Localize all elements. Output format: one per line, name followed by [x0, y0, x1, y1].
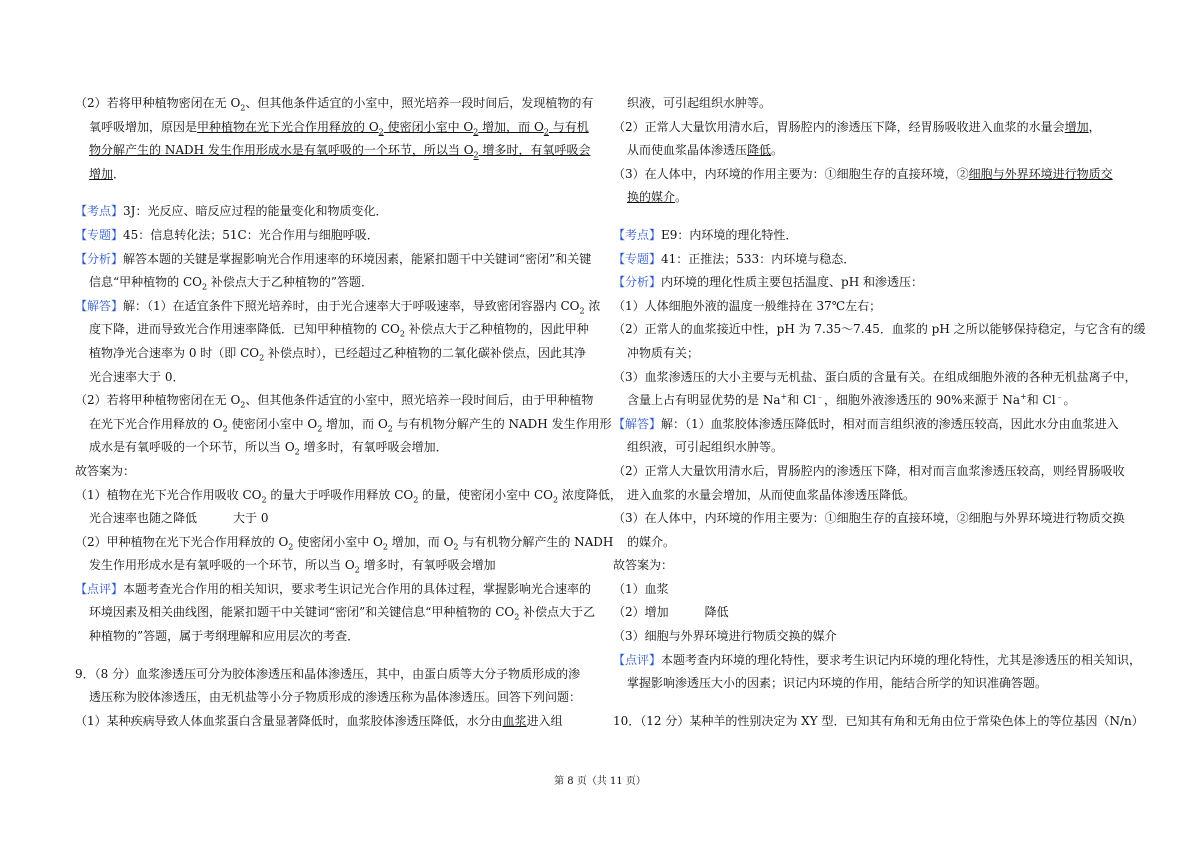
jieda-line: 在光下光合作用释放的 $O_2$ 使密闭小室中 $O_2$ 增加，而 $O_2$ 与有机物分解产生的 NADH 发生作用形	[89, 416, 612, 434]
answer-block	[613, 578, 1128, 649]
jieda-line: 度下降，进而导致光合作用速率降低．已知甲种植物的 $CO_2$ 补偿点大于乙种植物的，因此甲种	[89, 322, 589, 339]
fenxi-line: （1）人体细胞外液的温度一般维持在 37℃左右；	[613, 298, 882, 313]
q9-line: 9．（8 分）血浆渗透压可分为胶体渗透压和晶体渗透压，其中，由蛋白质等大分子物质形成的渗	[75, 666, 581, 681]
answer-label: 故答案为：	[75, 463, 136, 478]
q9-line: （2）正常人大量饮用清水后，胃肠腔内的渗透压下降，经胃肠吸收进入血浆的水量会增加，	[613, 119, 1101, 134]
q2-line: 增加．	[89, 166, 126, 181]
right-column	[613, 92, 1146, 733]
fenxi-line: 信息“甲种植物的 $CO_2$ 补偿点大于乙种植物的”答题．	[89, 275, 374, 292]
jieda-line: （2）正常人大量饮用清水后，胃肠腔内的渗透压下降，相对而言血浆渗透压较高，则经胃肠吸收	[613, 463, 1125, 478]
dianping-line: 种植物的”答题，属于考纲理解和应用层次的考查．	[89, 629, 360, 644]
answer-line: （3）细胞与外界环境进行物质交换的媒介	[613, 629, 837, 644]
zhuanti-tag: 【专题】	[613, 251, 662, 266]
fenxi-row	[613, 271, 1128, 295]
jieda-tag: 【解答】	[613, 416, 662, 431]
fenxi-block	[75, 248, 590, 295]
left-column	[75, 92, 622, 733]
jieda-line: 成水是有氧呼吸的一个环节，所以当 $O_2$ 增多时，有氧呼吸会增加．	[89, 440, 448, 457]
fenxi-block	[613, 295, 1146, 413]
jieda-line: 植物净光合速率为 0 时（即 $CO_2$ 补偿点时），已经超过乙种植物的二氧化碳补偿点，因此其净	[89, 345, 587, 363]
dianping-line: 环境因素及相关曲线图，能紧扣题干中关键词“密闭”和关键信息“甲种植物的 $CO_2$ 补偿点大于乙	[89, 605, 596, 622]
zhuanti-tag: 【专题】	[75, 227, 124, 242]
jieda-block	[613, 413, 1128, 555]
kaodian-row	[75, 200, 590, 224]
jieda-tag: 【解答】	[75, 298, 124, 313]
dianping-tag: 【点评】	[613, 652, 662, 667]
zhuanti-row	[75, 224, 590, 248]
kaodian-tag: 【考点】	[75, 204, 124, 219]
question-10-line: 10．（12 分）某种羊的性别决定为 XY 型．已知其有角和无角由位于常染色体上的等位基因（N/n）	[613, 713, 1144, 728]
jieda-line: 【解答】解：（1）血浆胶体渗透压降低时，相对而言组织液的渗透压较高，因此水分由血浆进入	[613, 416, 1119, 431]
answer-line: （1）血浆	[613, 581, 669, 596]
dianping-line: 掌握影响渗透压大小的因素；识记内环境的作用，能结合所学的知识准确答题。	[627, 676, 1048, 691]
jieda-line: （2）若将甲种植物密闭在无 $O_2$、但其他条件适宜的小室中，照光培养一段时间后，由于甲种植物	[75, 393, 594, 410]
dianping-block	[613, 649, 1142, 696]
q9-line: （1）某种疾病导致人体血浆蛋白含量显著降低时，血浆胶体渗透压降低，水分由血浆进入组	[75, 713, 563, 728]
jieda-line: 【解答】解：（1）在适宜条件下照光培养时，由于光合速率大于呼吸速率，导致密闭容器内 $CO_2$ 浓	[75, 298, 601, 316]
page-footer: 第 8 页（共 11 页）	[554, 776, 646, 787]
question-9-continued	[613, 116, 1128, 210]
fenxi-line: 含量上占有明显优势的是 Na+和 Cl﹣，细胞外液渗透压的 90%来源于 Na+和 Cl﹣。	[627, 392, 1076, 408]
dianping-line: 【点评】本题考查光合作用的相关知识，要求考生识记光合作用的具体过程，掌握影响光合速率的	[75, 581, 592, 596]
jieda-line: 进入血浆的水量会增加，从而使血浆晶体渗透压降低。	[627, 487, 916, 502]
dianping-tag: 【点评】	[75, 581, 124, 596]
dianping-line: 【点评】本题考查内环境的理化特性，要求考生识记内环境的理化特性，尤其是渗透压的相关知识，	[613, 652, 1142, 667]
zhuanti-text: 45：信息转化法；51C：光合作用与细胞呼吸．	[123, 227, 379, 242]
fenxi-tag: 【分析】	[75, 251, 124, 266]
kaodian-text: E9：内环境的理化特性．	[661, 227, 798, 242]
answer-line: （2）甲种植物在光下光合作用释放的 $O_2$ 使密闭小室中 $O_2$ 增加，而 $O_2$ 与有机物分解产生的 NADH	[75, 534, 614, 552]
answer-line: 光合速率也随之降低 大于 0	[89, 511, 269, 526]
kaodian-row	[613, 224, 1128, 248]
kaodian-tag: 【考点】	[613, 227, 662, 242]
zhuanti-row	[613, 248, 1128, 272]
answer-line: （1）植物在光下光合作用吸收 $CO_2$ 的量大于呼吸作用释放 $CO_2$ 的量，使密闭小室中 $CO_2$ 浓度降低，	[75, 487, 622, 504]
q2-line: 氧呼吸增加，原因是甲种植物在光下光合作用释放的 $O_2$ 使密闭小室中 $O_2$ 增加，而 $O_2$ 与有机	[89, 119, 589, 136]
answer-block	[75, 484, 622, 578]
fenxi-text: 内环境的理化性质主要包括温度、pH 和渗透压：	[661, 275, 923, 290]
q2-line: 物分解产生的 NADH 发生作用形成水是有氧呼吸的一个环节，所以当 $O_2$ 增多时，有氧呼吸会	[89, 143, 591, 160]
jieda-line: （3）在人体中，内环境的作用主要为：①细胞生存的直接环境，②细胞与外界环境进行物质交换	[613, 511, 1125, 526]
q2-line: （2）若将甲种植物密闭在无 $O_2$、但其他条件适宜的小室中，照光培养一段时间后，发现植物的有	[75, 96, 594, 113]
zhuanti-text: 41：正推法；533：内环境与稳态．	[661, 251, 856, 266]
continued-line: 织液，可引起组织水肿等。	[627, 96, 772, 110]
q2-answer-block	[75, 92, 594, 186]
q9-line: 透压称为胶体渗透压，由无机盐等小分子物质形成的渗透压称为晶体渗透压。回答下列问题：	[89, 690, 582, 705]
jieda-line: 组织液，可引起组织水肿等。	[627, 440, 784, 455]
fenxi-line: 冲物质有关；	[627, 345, 700, 360]
jieda-line: 光合速率大于 0．	[89, 369, 185, 384]
question-9-block	[75, 663, 590, 734]
fenxi-tag: 【分析】	[613, 275, 662, 290]
answer-line: （2）增加 降低	[613, 605, 729, 620]
jieda-block	[75, 295, 612, 460]
fenxi-line: 【分析】解答本题的关键是掌握影响光合作用速率的环境因素，能紧扣题干中关键词“密闭”和关键	[75, 251, 592, 266]
q9-line: 换的媒介。	[627, 190, 688, 205]
q9-line: （3）在人体中，内环境的作用主要为：①细胞生存的直接环境，②细胞与外界环境进行物质交	[613, 166, 1113, 181]
q9-line: 从而使血浆晶体渗透压降低。	[627, 143, 784, 158]
kaodian-text: 3J：光反应、暗反应过程的能量变化和物质变化．	[123, 204, 388, 219]
fenxi-line: （2）正常人的血浆接近中性，pH 为 7.35～7.45．血浆的 pH 之所以能够保持稳定，与它含有的缓	[613, 322, 1146, 337]
answer-label: 故答案为：	[613, 558, 674, 573]
dianping-block	[75, 578, 596, 649]
answer-line: 发生作用形成水是有氧呼吸的一个环节，所以当 $O_2$ 增多时，有氧呼吸会增加	[89, 558, 496, 575]
jieda-line: 的媒介。	[627, 534, 676, 549]
fenxi-line: （3）血浆渗透压的大小主要与无机盐、蛋白质的含量有关。在组成细胞外液的各种无机盐离子中，	[613, 369, 1137, 384]
